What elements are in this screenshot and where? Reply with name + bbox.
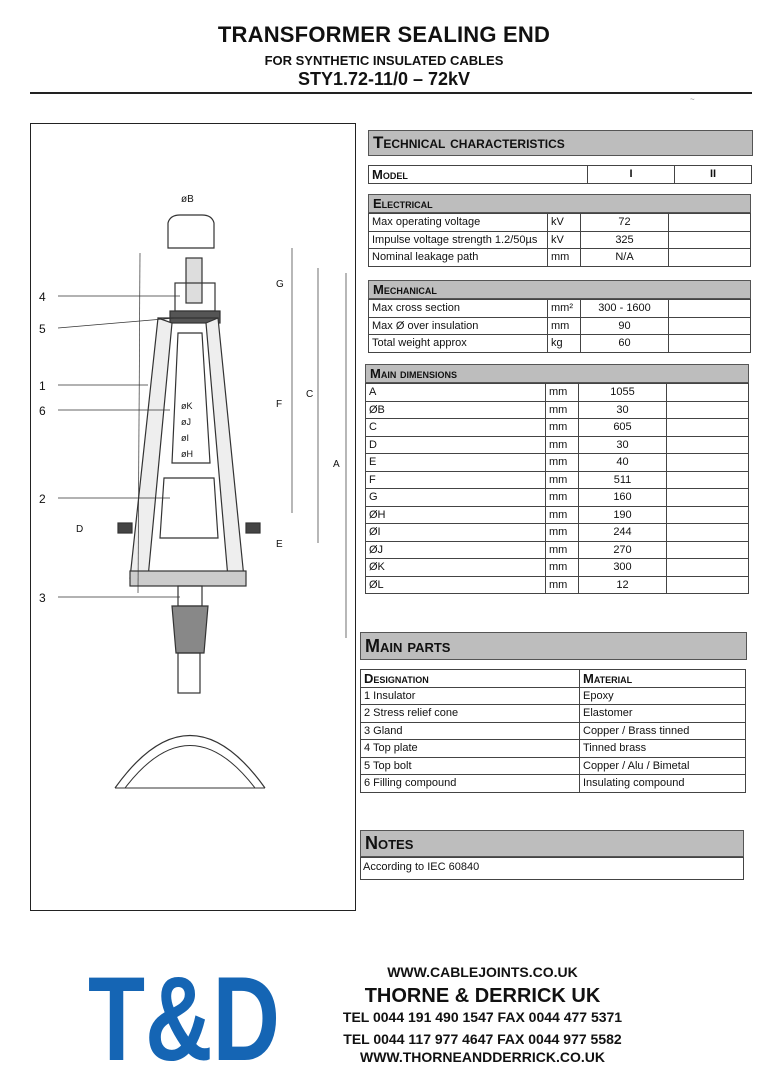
- table-row: [366, 524, 749, 542]
- stress-cone-outline: [172, 333, 210, 463]
- table-row: [366, 471, 749, 489]
- table-row: [369, 317, 751, 335]
- table-row: [369, 214, 751, 232]
- part-designation: 1 Insulator: [361, 687, 580, 705]
- table-row: [361, 775, 746, 793]
- dim-label-H: øH: [181, 449, 193, 459]
- table-row: [361, 687, 746, 705]
- row-value: 12: [579, 576, 667, 594]
- header-divider: [30, 92, 752, 94]
- top-cap-outline: [168, 215, 214, 248]
- gland-body: [178, 586, 202, 606]
- part-material: Insulating compound: [580, 775, 746, 793]
- row-label: Impulse voltage strength 1.2/50µs: [369, 231, 548, 249]
- dim-label-D: D: [76, 524, 84, 535]
- row-label: ØI: [366, 524, 546, 542]
- part-designation: 3 Gland: [361, 722, 580, 740]
- dim-label-I: øI: [181, 433, 189, 443]
- footer-website-2[interactable]: WWW.THORNEANDDERRICK.CO.UK: [360, 1049, 605, 1065]
- cross-section-inner: [125, 746, 255, 789]
- row-unit: mm: [548, 317, 581, 335]
- dimensions-table: [365, 383, 749, 594]
- table-row: [369, 300, 751, 318]
- mechanical-table: [368, 299, 751, 353]
- row-unit: mm: [546, 436, 579, 454]
- row-value: 270: [579, 541, 667, 559]
- footer-phone-1: TEL 0044 191 490 1547 FAX 0044 477 5371: [342, 1009, 623, 1025]
- row-unit: mm: [546, 541, 579, 559]
- table-row: [361, 705, 746, 723]
- table-row: [369, 231, 751, 249]
- row-label: C: [366, 419, 546, 437]
- row-label: E: [366, 454, 546, 472]
- row-value: 190: [579, 506, 667, 524]
- row-value-model-2: [667, 559, 749, 577]
- cross-section-outer: [115, 736, 265, 789]
- row-label: ØJ: [366, 541, 546, 559]
- row-value: 30: [579, 436, 667, 454]
- part-number-4: 4: [39, 290, 46, 304]
- row-label: ØL: [366, 576, 546, 594]
- table-row: [361, 740, 746, 758]
- part-designation: 4 Top plate: [361, 740, 580, 758]
- row-value-model-2: [667, 541, 749, 559]
- row-label: ØK: [366, 559, 546, 577]
- row-unit: mm: [546, 489, 579, 507]
- part-number-2: 2: [39, 492, 46, 506]
- row-unit: mm²: [548, 300, 581, 318]
- part-material: Copper / Alu / Bimetal: [580, 757, 746, 775]
- sealing-end-drawing: [30, 123, 356, 911]
- row-label: Max cross section: [369, 300, 548, 318]
- table-row: [366, 576, 749, 594]
- row-value: 300: [579, 559, 667, 577]
- row-value: 1055: [579, 384, 667, 402]
- dim-label-F: F: [276, 399, 283, 410]
- parts-header-row: [361, 670, 746, 688]
- table-row: [366, 506, 749, 524]
- table-row: [361, 722, 746, 740]
- model-row: [369, 166, 752, 184]
- insulator-left-wall: [130, 318, 172, 578]
- part-material: Copper / Brass tinned: [580, 722, 746, 740]
- page-title: TRANSFORMER SEALING END: [217, 22, 551, 47]
- scan-mark: ~: [690, 95, 695, 104]
- dim-label-A: A: [333, 459, 340, 470]
- row-value-model-2: [667, 384, 749, 402]
- td-logo-graphic: [88, 952, 280, 1086]
- dim-label-G: G: [276, 279, 284, 290]
- row-value: 325: [581, 231, 669, 249]
- row-value: 30: [579, 401, 667, 419]
- row-value-model-2: [669, 300, 751, 318]
- table-row: [366, 454, 749, 472]
- row-unit: kg: [548, 335, 581, 353]
- technical-section-title: Technical characteristics: [368, 130, 753, 156]
- page-subtitle: FOR SYNTHETIC INSULATED CABLES: [264, 53, 504, 68]
- row-value: 244: [579, 524, 667, 542]
- flange-clamp-left: [118, 523, 132, 533]
- row-label: Max operating voltage: [369, 214, 548, 232]
- row-value: 511: [579, 471, 667, 489]
- parts-section-title: Main parts: [360, 632, 747, 660]
- dim-label-C: C: [306, 389, 314, 400]
- part-material: Elastomer: [580, 705, 746, 723]
- part-number-6: 6: [39, 404, 46, 418]
- cable-tail: [178, 653, 200, 693]
- part-material: Tinned brass: [580, 740, 746, 758]
- row-value-model-2: [669, 231, 751, 249]
- row-value-model-2: [669, 317, 751, 335]
- base-flange: [130, 571, 246, 586]
- row-value-model-2: [667, 471, 749, 489]
- row-value: 40: [579, 454, 667, 472]
- row-label: A: [366, 384, 546, 402]
- row-label: D: [366, 436, 546, 454]
- gland-nut: [172, 606, 208, 653]
- model-label: Model: [369, 166, 588, 184]
- row-unit: mm: [546, 506, 579, 524]
- part-designation: 5 Top bolt: [361, 757, 580, 775]
- row-unit: mm: [546, 401, 579, 419]
- row-unit: mm: [546, 454, 579, 472]
- row-value: 90: [581, 317, 669, 335]
- company-logo: [88, 952, 280, 1086]
- row-value-model-2: [669, 335, 751, 353]
- model-col-1: I: [588, 166, 675, 184]
- mechanical-section-title: Mechanical: [368, 280, 751, 299]
- table-row: [366, 436, 749, 454]
- footer-phone-2: TEL 0044 117 977 4647 FAX 0044 977 5582: [343, 1031, 622, 1047]
- dim-label-B: øB: [181, 194, 194, 205]
- row-label: ØH: [366, 506, 546, 524]
- dim-label-K: øK: [181, 401, 193, 411]
- row-unit: mm: [546, 559, 579, 577]
- table-row: [366, 489, 749, 507]
- row-value-model-2: [667, 454, 749, 472]
- insulator-right-wall: [206, 318, 244, 578]
- model-table: [368, 165, 752, 184]
- stress-cone-base: [160, 478, 218, 538]
- material-header: Material: [580, 670, 746, 688]
- row-value-model-2: [669, 249, 751, 267]
- model-code: STY1.72-11/0 – 72kV: [297, 69, 471, 89]
- row-label: ØB: [366, 401, 546, 419]
- table-row: [361, 757, 746, 775]
- row-unit: mm: [546, 576, 579, 594]
- row-value-model-2: [669, 214, 751, 232]
- footer-website-1[interactable]: WWW.CABLEJOINTS.CO.UK: [387, 964, 578, 980]
- flange-clamp-right: [246, 523, 260, 533]
- row-value-model-2: [667, 401, 749, 419]
- row-label: Max Ø over insulation: [369, 317, 548, 335]
- row-unit: mm: [546, 384, 579, 402]
- electrical-section-title: Electrical: [368, 194, 751, 213]
- table-row: [366, 384, 749, 402]
- part-number-1: 1: [39, 379, 46, 393]
- row-unit: mm: [546, 419, 579, 437]
- parts-table: [360, 669, 746, 793]
- row-unit: mm: [548, 249, 581, 267]
- row-value-model-2: [667, 436, 749, 454]
- row-value: 605: [579, 419, 667, 437]
- part-number-5: 5: [39, 322, 46, 336]
- footer-company-name: THORNE & DERRICK UK: [364, 985, 601, 1007]
- notes-text: According to IEC 60840: [360, 857, 744, 880]
- row-value-model-2: [667, 576, 749, 594]
- part-number-3: 3: [39, 591, 46, 605]
- notes-section-title: Notes: [360, 830, 744, 857]
- row-value-model-2: [667, 524, 749, 542]
- row-value: N/A: [581, 249, 669, 267]
- table-row: [366, 401, 749, 419]
- designation-header: Designation: [361, 670, 580, 688]
- row-value-model-2: [667, 506, 749, 524]
- row-value: 300 - 1600: [581, 300, 669, 318]
- logo-lettering: T&D: [88, 952, 280, 1086]
- row-label: G: [366, 489, 546, 507]
- row-value: 72: [581, 214, 669, 232]
- row-unit: kV: [548, 231, 581, 249]
- row-label: Nominal leakage path: [369, 249, 548, 267]
- part-designation: 2 Stress relief cone: [361, 705, 580, 723]
- table-row: [366, 559, 749, 577]
- part-designation: 6 Filling compound: [361, 775, 580, 793]
- table-row: [366, 419, 749, 437]
- row-value: 160: [579, 489, 667, 507]
- row-value-model-2: [667, 489, 749, 507]
- top-bolt: [186, 258, 202, 303]
- dim-label-E: E: [276, 539, 283, 550]
- dimensions-section-title: Main dimensions: [365, 364, 749, 383]
- row-value-model-2: [667, 419, 749, 437]
- dim-label-J: øJ: [181, 417, 191, 427]
- row-unit: mm: [546, 471, 579, 489]
- part-material: Epoxy: [580, 687, 746, 705]
- model-col-2: II: [675, 166, 752, 184]
- row-unit: mm: [546, 524, 579, 542]
- technical-drawing-frame: [30, 123, 356, 911]
- table-row: [366, 541, 749, 559]
- row-label: Total weight approx: [369, 335, 548, 353]
- row-unit: kV: [548, 214, 581, 232]
- row-label: F: [366, 471, 546, 489]
- table-row: [369, 249, 751, 267]
- electrical-table: [368, 213, 751, 267]
- table-row: [369, 335, 751, 353]
- row-value: 60: [581, 335, 669, 353]
